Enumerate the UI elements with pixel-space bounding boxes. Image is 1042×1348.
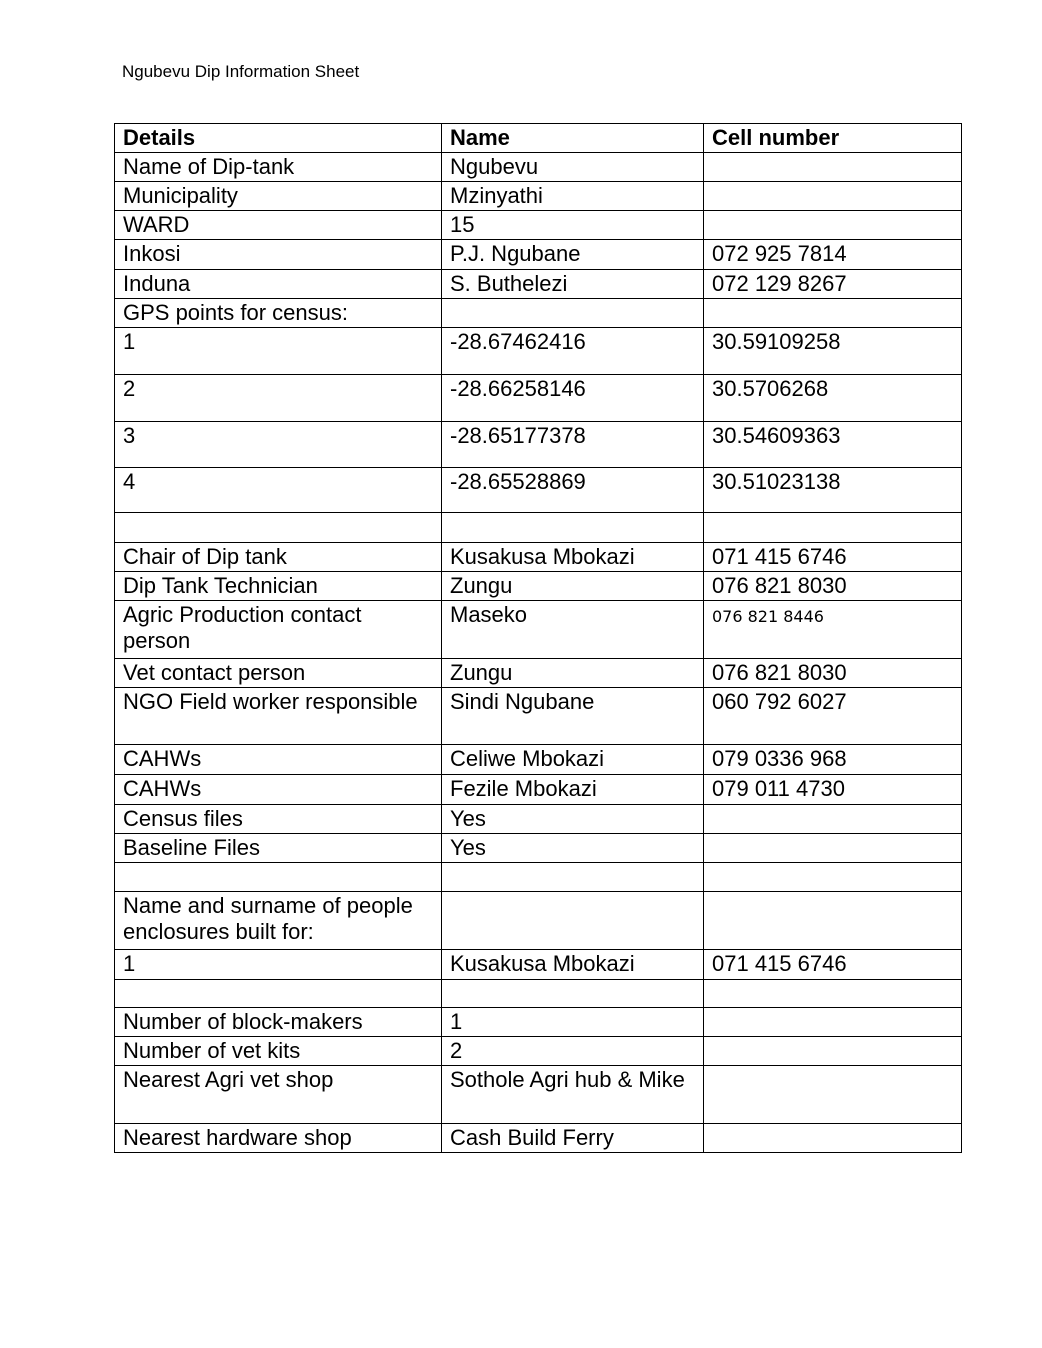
- cell-number-cell: [704, 834, 962, 863]
- cell-number-cell: [704, 299, 962, 328]
- details-cell: Baseline Files: [115, 834, 442, 863]
- cell-number-cell: [704, 1066, 962, 1124]
- details-cell: 1: [115, 328, 442, 375]
- cell-number-cell: 072 925 7814: [704, 240, 962, 270]
- details-cell: Name and surname of people enclosures built for:: [115, 892, 442, 950]
- table-row: [115, 375, 962, 422]
- table-row: [115, 805, 962, 834]
- name-cell: Fezile Mbokazi: [442, 775, 704, 805]
- name-cell: Sindi Ngubane: [442, 688, 704, 745]
- name-cell: [442, 980, 704, 1008]
- cell-number-cell: 076 821 8030: [704, 572, 962, 601]
- name-cell: Ngubevu: [442, 153, 704, 182]
- name-cell: Cash Build Ferry: [442, 1124, 704, 1153]
- table-row: [115, 892, 962, 950]
- cell-number-cell: 071 415 6746: [704, 543, 962, 572]
- details-cell: CAHWs: [115, 745, 442, 775]
- details-cell: Agric Production contact person: [115, 601, 442, 659]
- name-cell: Sothole Agri hub & Mike: [442, 1066, 704, 1124]
- table-row: [115, 863, 962, 892]
- details-cell: NGO Field worker responsible: [115, 688, 442, 745]
- name-cell: -28.65177378: [442, 422, 704, 468]
- cell-number-cell: [704, 182, 962, 211]
- table-row: [115, 211, 962, 240]
- table-row: [115, 775, 962, 805]
- column-header-details: Details: [115, 124, 442, 153]
- details-cell: Municipality: [115, 182, 442, 211]
- name-cell: Mzinyathi: [442, 182, 704, 211]
- table-row: [115, 299, 962, 328]
- table-row: [115, 513, 962, 543]
- cell-number-cell: 079 0336 968: [704, 745, 962, 775]
- name-cell: Celiwe Mbokazi: [442, 745, 704, 775]
- name-cell: [442, 863, 704, 892]
- table-row: [115, 659, 962, 688]
- table-row: [115, 572, 962, 601]
- name-cell: [442, 892, 704, 950]
- cell-number-cell: [704, 153, 962, 182]
- table-row: [115, 182, 962, 211]
- name-cell: 2: [442, 1037, 704, 1066]
- cell-number-cell: 076 821 8030: [704, 659, 962, 688]
- details-cell: [115, 513, 442, 543]
- cell-number-cell: 30.51023138: [704, 468, 962, 513]
- table-header-row: [115, 124, 962, 153]
- cell-number-cell: 071 415 6746: [704, 950, 962, 980]
- cell-number-cell: [704, 863, 962, 892]
- cell-number-cell: [704, 805, 962, 834]
- cell-number-cell: [704, 513, 962, 543]
- details-cell: Nearest hardware shop: [115, 1124, 442, 1153]
- name-cell: Zungu: [442, 572, 704, 601]
- details-cell: GPS points for census:: [115, 299, 442, 328]
- cell-number-cell: 060 792 6027: [704, 688, 962, 745]
- cell-number-cell: 079 011 4730: [704, 775, 962, 805]
- dip-info-table: [114, 123, 962, 1153]
- table-row: [115, 950, 962, 980]
- cell-number-cell: [704, 1008, 962, 1037]
- table-row: [115, 543, 962, 572]
- name-cell: [442, 299, 704, 328]
- name-cell: S. Buthelezi: [442, 270, 704, 299]
- table-row: [115, 980, 962, 1008]
- table-row: [115, 745, 962, 775]
- name-cell: Kusakusa Mbokazi: [442, 543, 704, 572]
- table-row: [115, 422, 962, 468]
- name-cell: Yes: [442, 834, 704, 863]
- table-row: [115, 270, 962, 299]
- name-cell: 1: [442, 1008, 704, 1037]
- details-cell: 1: [115, 950, 442, 980]
- table-row: [115, 468, 962, 513]
- cell-number-cell: [704, 1124, 962, 1153]
- name-cell: [442, 513, 704, 543]
- details-cell: [115, 980, 442, 1008]
- details-cell: 4: [115, 468, 442, 513]
- table-row: [115, 1037, 962, 1066]
- cell-number-cell: 072 129 8267: [704, 270, 962, 299]
- details-cell: 3: [115, 422, 442, 468]
- details-cell: Chair of Dip tank: [115, 543, 442, 572]
- name-cell: -28.67462416: [442, 328, 704, 375]
- table-row: [115, 153, 962, 182]
- name-cell: 15: [442, 211, 704, 240]
- column-header-cell-number: Cell number: [704, 124, 962, 153]
- name-cell: P.J. Ngubane: [442, 240, 704, 270]
- cell-number-cell: 30.59109258: [704, 328, 962, 375]
- name-cell: Kusakusa Mbokazi: [442, 950, 704, 980]
- table-row: [115, 328, 962, 375]
- cell-number-cell: 30.54609363: [704, 422, 962, 468]
- page-title: Ngubevu Dip Information Sheet: [122, 62, 360, 81]
- details-cell: [115, 863, 442, 892]
- details-cell: Vet contact person: [115, 659, 442, 688]
- details-cell: Dip Tank Technician: [115, 572, 442, 601]
- table-row: [115, 688, 962, 745]
- details-cell: Number of block-makers: [115, 1008, 442, 1037]
- details-cell: Census files: [115, 805, 442, 834]
- details-cell: Inkosi: [115, 240, 442, 270]
- cell-number-cell: [704, 892, 962, 950]
- table-row: [115, 240, 962, 270]
- details-cell: Nearest Agri vet shop: [115, 1066, 442, 1124]
- details-cell: CAHWs: [115, 775, 442, 805]
- details-cell: WARD: [115, 211, 442, 240]
- details-cell: Induna: [115, 270, 442, 299]
- table-row: [115, 1124, 962, 1153]
- column-header-name: Name: [442, 124, 704, 153]
- name-cell: -28.66258146: [442, 375, 704, 422]
- name-cell: Zungu: [442, 659, 704, 688]
- cell-number-cell: [704, 211, 962, 240]
- cell-number-cell: 30.5706268: [704, 375, 962, 422]
- table-row: [115, 1008, 962, 1037]
- details-cell: 2: [115, 375, 442, 422]
- cell-number-cell: [704, 980, 962, 1008]
- details-cell: Name of Dip-tank: [115, 153, 442, 182]
- details-cell: Number of vet kits: [115, 1037, 442, 1066]
- name-cell: Maseko: [442, 601, 704, 659]
- table-row: [115, 1066, 962, 1124]
- name-cell: Yes: [442, 805, 704, 834]
- cell-number-cell: 076 821 8446: [704, 601, 962, 659]
- name-cell: -28.65528869: [442, 468, 704, 513]
- table-row: [115, 834, 962, 863]
- cell-number-cell: [704, 1037, 962, 1066]
- table-row: [115, 601, 962, 659]
